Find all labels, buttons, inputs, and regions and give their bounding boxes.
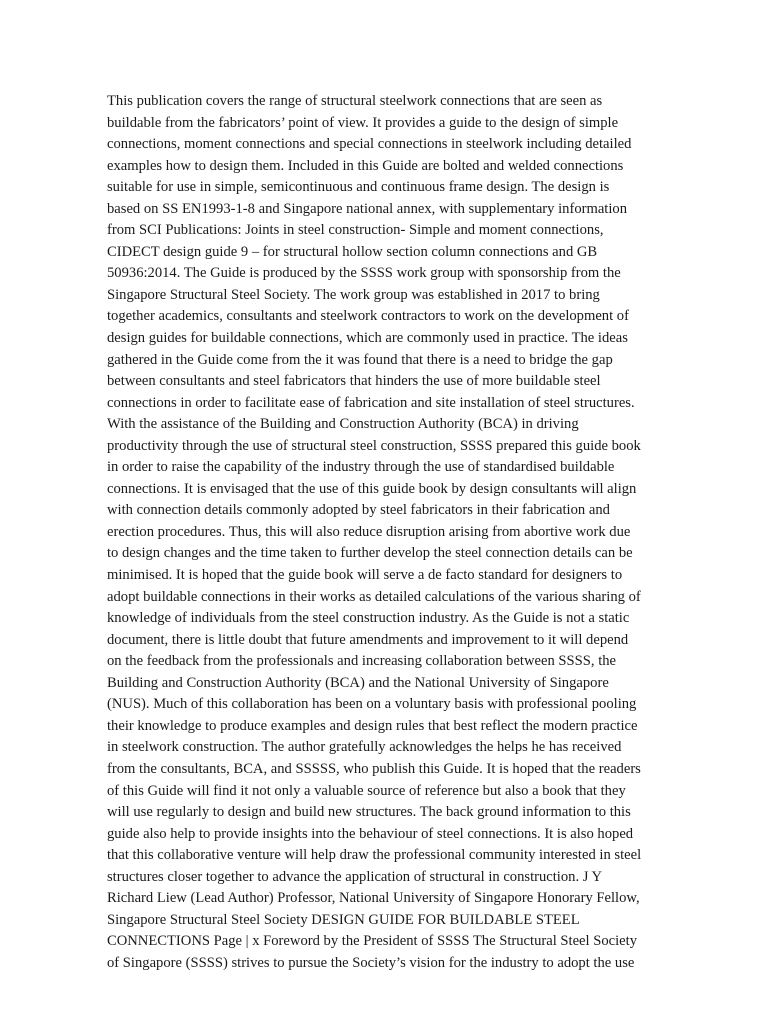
text-line: structures closer together to advance the application of structural in construction. J Y <box>107 868 603 885</box>
text-line: to design changes and the time taken to further develop the steel connection details can be <box>107 545 633 562</box>
text-line: CONNECTIONS Page | x Foreword by the President of SSSS The Structural Steel Society <box>107 933 638 950</box>
text-line: adopt buildable connections in their works as detailed calculations of the various sharing of <box>107 588 641 605</box>
text-line: that this collaborative venture will help draw the professional community interested in steel <box>107 847 642 864</box>
body-paragraph <box>107 91 667 974</box>
text-line: CIDECT design guide 9 – for structural hollow section column connections and GB <box>107 243 598 260</box>
text-line: minimised. It is hoped that the guide book will serve a de facto standard for designers to <box>107 567 623 584</box>
text-line: from the consultants, BCA, and SSSSS, who publish this Guide. It is hoped that the readers <box>107 760 641 777</box>
text-line: between consultants and steel fabricators that hinders the use of more buildable steel <box>107 373 601 390</box>
text-line: Richard Liew (Lead Author) Professor, National University of Singapore Honorary Fellow, <box>107 890 640 907</box>
text-line: guide also help to provide insights into the behaviour of steel connections. It is also hoped <box>107 825 634 842</box>
text-line: on the feedback from the professionals and increasing collaboration between SSSS, the <box>107 653 617 670</box>
text-line: in order to raise the capability of the industry through the use of standardised buildable <box>107 459 615 476</box>
text-line: knowledge of individuals from the steel construction industry. As the Guide is not a static <box>107 610 630 627</box>
text-line: suitable for use in simple, semicontinuous and continuous frame design. The design is <box>107 179 610 196</box>
text-line: together academics, consultants and steelwork contractors to work on the development of <box>107 308 629 325</box>
text-line: will use regularly to design and build new structures. The back ground information to this <box>107 804 631 821</box>
text-line: of Singapore (SSSS) strives to pursue the Society’s vision for the industry to adopt the use <box>107 954 635 971</box>
text-line: document, there is little doubt that future amendments and improvement to it will depend <box>107 631 629 648</box>
text-line: With the assistance of the Building and Construction Authority (BCA) in driving <box>107 416 579 433</box>
text-line: connections in order to facilitate ease of fabrication and site installation of steel structures. <box>107 394 635 411</box>
text-line: from SCI Publications: Joints in steel construction- Simple and moment connections, <box>107 222 604 239</box>
text-line: (NUS). Much of this collaboration has been on a voluntary basis with professional pooling <box>107 696 637 713</box>
text-line: buildable from the fabricators’ point of view. It provides a guide to the design of simple <box>107 114 619 131</box>
text-line: design guides for buildable connections, which are commonly used in practice. The ideas <box>107 330 628 347</box>
text-line: based on SS EN1993-1-8 and Singapore national annex, with supplementary information <box>107 200 628 217</box>
text-line: Building and Construction Authority (BCA) and the National University of Singapore <box>107 674 609 691</box>
text-line: their knowledge to produce examples and design rules that best reflect the modern practice <box>107 717 638 734</box>
text-line: erection procedures. Thus, this will also reduce disruption arising from abortive work due <box>107 523 631 540</box>
text-line: of this Guide will find it not only a valuable source of reference but also a book that they <box>107 782 626 799</box>
text-line: 50936:2014. The Guide is produced by the SSSS work group with sponsorship from the <box>107 265 621 282</box>
text-line: This publication covers the range of structural steelwork connections that are seen as <box>107 93 603 109</box>
text-line: connections, moment connections and special connections in steelwork including detailed <box>107 136 632 153</box>
text-line: in steelwork construction. The author gratefully acknowledges the helps he has received <box>107 739 622 756</box>
text-line: examples how to design them. Included in this Guide are bolted and welded connections <box>107 157 624 174</box>
text-line: gathered in the Guide come from the it was found that there is a need to bridge the gap <box>107 351 613 368</box>
text-line: connections. It is envisaged that the use of this guide book by design consultants will align <box>107 480 637 497</box>
text-line: Singapore Structural Steel Society DESIGN GUIDE FOR BUILDABLE STEEL <box>107 911 580 928</box>
text-line: with connection details commonly adopted by steel fabricators in their fabrication and <box>107 502 610 519</box>
text-line: productivity through the use of structural steel construction, SSSS prepared this guide book <box>107 437 641 454</box>
text-line: Singapore Structural Steel Society. The work group was established in 2017 to bring <box>107 286 600 303</box>
